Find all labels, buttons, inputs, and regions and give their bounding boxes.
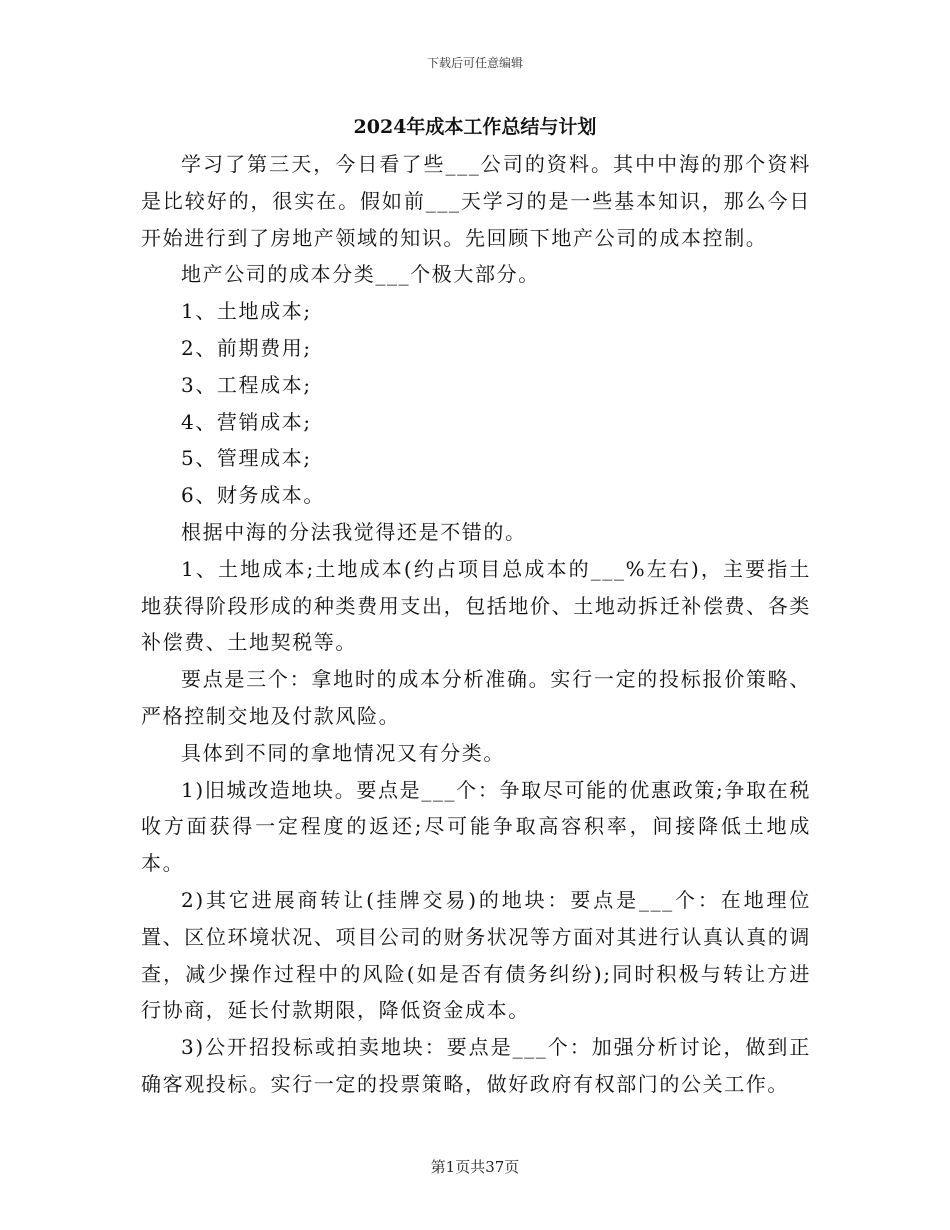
list-item-preliminary-cost: 2、前期费用; <box>181 335 312 360</box>
paragraph-case-public-tender: 3)公开招投标或拍卖地块：要点是___个：加强分析讨论，做到正确客观投标。实行一定的投票策略，做好政府有权部门的公关工作。 <box>141 1035 811 1096</box>
header-note: 下载后可任意编辑 <box>426 56 523 70</box>
paragraph-land-cases: 具体到不同的拿地情况又有分类。 <box>181 740 505 765</box>
list-item-finance-cost: 6、财务成本。 <box>181 483 325 508</box>
paragraph-opinion: 根据中海的分法我觉得还是不错的。 <box>181 519 527 544</box>
paragraph-key-points: 要点是三个：拿地时的成本分析准确。实行一定的投标报价策略、严格控制交地及付款风险。 <box>141 667 811 728</box>
document-title: 2024年成本工作总结与计划 <box>353 116 597 138</box>
list-item-marketing-cost: 4、营销成本; <box>181 409 312 434</box>
paragraph-intro: 学习了第三天，今日看了些___公司的资料。其中中海的那个资料是比较好的，很实在。假如前___天学习的是一些基本知识，那么今日开始进行到了房地产领域的知识。先回顾下地产公司的成本控制。 <box>141 152 811 250</box>
paragraph-land-cost-detail: 1、土地成本;土地成本(约占项目总成本的___%左右)，主要指土地获得阶段形成的种类费用支出，包括地价、土地动拆迁补偿费、各类补偿费、土地契税等。 <box>141 556 811 655</box>
list-item-land-cost: 1、土地成本; <box>181 299 312 324</box>
list-item-management-cost: 5、管理成本; <box>181 446 312 471</box>
paragraph-case-transfer: 2)其它进展商转让(挂牌交易)的地块：要点是___个：在地理位置、区位环境状况、项目公司的财务状况等方面对其进行认真认真的调查，减少操作过程中的风险(如是否有债务纠纷);同时积极与转让方进行协商，延长付款期限，降低资金成本。 <box>141 887 811 1023</box>
paragraph-cost-categories: 地产公司的成本分类___个极大部分。 <box>181 262 540 287</box>
paragraph-case-old-city: 1)旧城改造地块。要点是___个：争取尽可能的优惠政策;争取在税收方面获得一定程度的返还;尽可能争取高容积率，间接降低土地成本。 <box>141 777 811 876</box>
page-number-footer: 第1页共37页 <box>430 1158 520 1176</box>
list-item-engineering-cost: 3、工程成本; <box>181 372 312 397</box>
document-body <box>141 146 811 1103</box>
